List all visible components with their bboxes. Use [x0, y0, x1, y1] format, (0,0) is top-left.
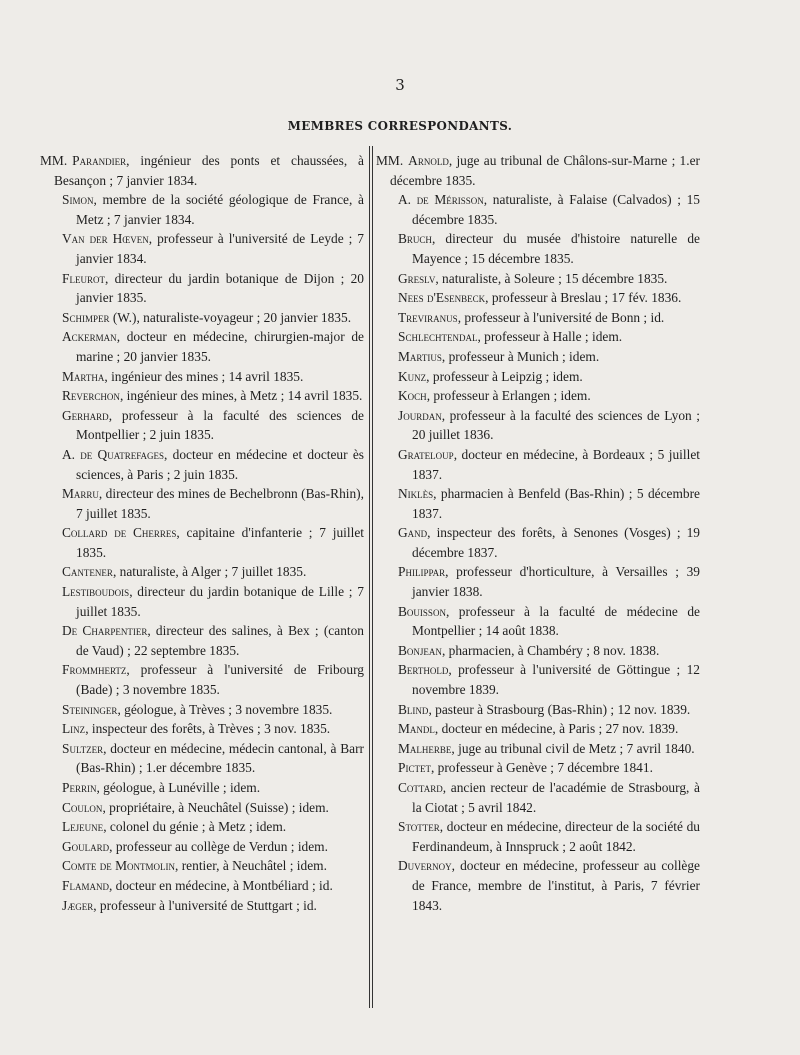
member-details: , géologue, à Trèves ; 3 novembre 1835. [117, 701, 333, 717]
member-entry [398, 406, 700, 445]
member-details: , ancien recteur de l'académie de Strasbourg, à la Ciotat ; 5 avril 1842. [412, 780, 700, 815]
member-name: Mandl [398, 721, 435, 737]
member-entry [62, 406, 364, 445]
member-entry [62, 778, 364, 798]
member-entry [376, 151, 700, 190]
member-details: , directeur du jardin botanique de Dijon ; 20 janvier 1835. [76, 270, 364, 306]
member-name: A. de Mérisson [398, 192, 484, 208]
member-entry [398, 347, 700, 367]
member-entry [398, 367, 700, 387]
member-name: Jæger [62, 897, 94, 913]
member-name: Bruch [398, 231, 432, 247]
member-name: Van der Hœven [62, 231, 149, 247]
member-name: Greslv [398, 270, 436, 286]
member-entry [398, 484, 700, 523]
member-name: Perrin [62, 780, 97, 795]
member-entry [398, 327, 700, 347]
member-details: , inspecteur des forêts, à Trèves ; 3 nov. 1835. [85, 721, 331, 737]
member-name: Gand [398, 525, 428, 541]
member-details: , ingénieur des mines ; 14 avril 1835. [104, 368, 304, 384]
member-name: De Charpentier [62, 623, 148, 639]
member-entry [398, 308, 700, 328]
member-details: , rentier, à Neuchâtel ; idem. [175, 858, 327, 874]
section-heading: MEMBRES CORRESPONDANTS. [287, 118, 513, 133]
member-entry [62, 660, 364, 699]
member-details: , docteur en médecine, médecin cantonal, à Barr (Bas-Rhin) ; 1.er décembre 1835. [76, 740, 364, 776]
member-details: , inspecteur des forêts, à Senones (Vosges) ; 19 décembre 1837. [412, 525, 700, 560]
member-entry [398, 386, 700, 406]
member-details: , directeur des mines de Bechelbronn (Bas-Rhin), 7 juillet 1835. [76, 486, 364, 521]
member-details: , professeur d'horticulture, à Versailles ; 39 janvier 1838. [412, 564, 700, 600]
member-details: , professeur à Genève ; 7 décembre 1841. [430, 760, 653, 776]
member-details: , propriétaire, à Neuchâtel (Suisse) ; idem. [102, 799, 329, 815]
member-name: Parandier [72, 153, 127, 168]
member-details: , professeur à la faculté des sciences de Lyon ; 20 juillet 1836. [412, 407, 700, 443]
member-details: , professeur à Breslau ; 17 fév. 1836. [485, 290, 682, 306]
member-details: , professeur à Munich ; idem. [441, 348, 600, 364]
page-number: 3 [395, 76, 405, 94]
member-details: , capitaine d'infanterie ; 7 juillet 1835. [76, 525, 364, 560]
member-entry [398, 602, 700, 641]
member-details: , professeur à l'université de Leyde ; 7 janvier 1834. [76, 231, 364, 266]
column-divider [369, 146, 373, 1008]
right-column [376, 151, 700, 915]
member-details: , géologue, à Lunéville ; idem. [96, 780, 261, 795]
member-entry [62, 739, 364, 778]
member-details: (W.), naturaliste-voyageur ; 20 janvier 1835. [109, 309, 352, 325]
member-entry [62, 308, 364, 328]
member-name: Simon [62, 192, 94, 208]
member-entry [398, 719, 700, 739]
member-details: , docteur en médecine et docteur ès sciences, à Paris ; 2 juin 1835. [76, 446, 364, 482]
member-entry [62, 582, 364, 621]
mm-prefix: MM. [40, 153, 68, 168]
member-name: Lejeune [62, 819, 104, 835]
member-name: Sultzer [62, 740, 104, 756]
member-entry [398, 229, 700, 268]
member-entry [398, 778, 700, 817]
member-entry [398, 817, 700, 856]
member-details: , directeur du musée d'histoire naturelle de Mayence ; 15 décembre 1835. [412, 231, 700, 266]
member-name: Coulon [62, 799, 103, 815]
member-name: Schlechtendal [398, 329, 478, 345]
member-name: Cantener [62, 564, 113, 580]
member-name: Marru [62, 486, 99, 502]
left-column [40, 151, 364, 915]
member-name: Duvernoy [398, 858, 452, 874]
member-entry [62, 562, 364, 582]
member-entry [398, 190, 700, 229]
member-entry [62, 700, 364, 720]
member-entry [40, 151, 364, 190]
member-entry [62, 269, 364, 308]
mm-prefix: MM. [376, 153, 404, 168]
member-details: , directeur des salines, à Bex ; (canton de Vaud) ; 22 septembre 1835. [76, 623, 364, 658]
member-details: , docteur en médecine, professeur au collège de France, membre de l'institut, à Paris, 7 février 1843. [412, 858, 700, 913]
member-entry [398, 758, 700, 778]
member-name: Ackerman [62, 329, 117, 345]
member-name: Stotter [398, 819, 440, 835]
member-entry [398, 700, 700, 720]
member-details: , naturaliste, à Falaise (Calvados) ; 15 décembre 1835. [412, 192, 701, 227]
member-name: Bouisson [398, 603, 446, 619]
member-details: , docteur en médecine, à Montbéliard ; id. [108, 877, 333, 893]
member-entry [398, 523, 700, 562]
member-entry [398, 269, 700, 289]
member-details: , juge au tribunal de Châlons-sur-Marne ; 1.er décembre 1835. [390, 153, 700, 188]
member-name: Flamand [62, 877, 109, 893]
member-details: , professeur à l'université de Bonn ; id. [457, 309, 665, 325]
member-entry [398, 660, 700, 699]
member-entry [398, 641, 700, 661]
member-details: , ingénieur des ponts et chaussées, à Besançon ; 7 janvier 1834. [54, 153, 364, 188]
member-entry [62, 445, 364, 484]
member-details: , juge au tribunal civil de Metz ; 7 avril 1840. [451, 740, 695, 756]
member-entry [62, 817, 364, 837]
member-name: A. de Quatrefages [62, 446, 165, 462]
member-details: , docteur en médecine, chirurgien-major de marine ; 20 janvier 1835. [76, 329, 364, 364]
member-entry [62, 719, 364, 739]
member-entry [62, 367, 364, 387]
member-name: Philippar [398, 564, 446, 580]
member-details: , docteur en médecine, à Bordeaux ; 5 juillet 1837. [412, 446, 700, 482]
member-name: Pictet [398, 760, 431, 776]
member-entry [62, 856, 364, 876]
member-name: Frommhertz [62, 662, 127, 678]
member-details: , docteur en médecine, directeur de la société du Ferdinandeum, à Innspruck ; 2 août 1842. [412, 819, 700, 854]
member-entry [62, 229, 364, 268]
member-name: Lestiboudois [62, 584, 130, 600]
member-name: Kunz [398, 368, 427, 384]
member-details: , professeur à Leipzig ; idem. [426, 368, 583, 384]
member-name: Collard de Cherres [62, 525, 177, 541]
member-entry [398, 445, 700, 484]
member-details: , pharmacien, à Chambéry ; 8 nov. 1838. [441, 642, 660, 658]
member-name: Martius [398, 348, 442, 364]
member-name: Cottard [398, 780, 443, 795]
member-entry [62, 876, 364, 896]
member-name: Steininger [62, 701, 118, 717]
member-details: , professeur à la faculté de médecine de Montpellier ; 14 août 1838. [412, 603, 700, 639]
member-name: Bonjean [398, 642, 442, 658]
member-details: , professeur à l'université de Fribourg (Bade) ; 3 novembre 1835. [76, 662, 364, 698]
member-name: Blind [398, 701, 429, 717]
member-details: , colonel du génie ; à Metz ; idem. [103, 819, 287, 835]
member-details: , naturaliste, à Soleure ; 15 décembre 1835. [435, 270, 668, 286]
member-details: , pasteur à Strasbourg (Bas-Rhin) ; 12 nov. 1839. [428, 701, 691, 717]
member-details: , ingénieur des mines, à Metz ; 14 avril 1835. [119, 388, 363, 404]
member-name: Goulard [62, 838, 110, 854]
member-name: Niklès [398, 486, 434, 502]
member-details: , professeur à Halle ; idem. [477, 329, 623, 345]
member-name: Martha [62, 368, 105, 384]
member-name: Schimper [62, 309, 110, 325]
member-name: Nees d'Esenbeck [398, 290, 486, 306]
member-entry [398, 562, 700, 601]
member-name: Gerhard [62, 407, 109, 423]
member-entry [62, 896, 364, 916]
member-name: Treviranus [398, 309, 458, 325]
member-entry [62, 798, 364, 818]
member-entry [62, 837, 364, 857]
member-details: , pharmacien à Benfeld (Bas-Rhin) ; 5 décembre 1837. [412, 486, 700, 521]
member-details: , naturaliste, à Alger ; 7 juillet 1835. [112, 564, 307, 580]
member-name: Linz [62, 721, 86, 737]
member-details: , directeur du jardin botanique de Lille ; 7 juillet 1835. [76, 584, 364, 619]
member-name: Malherbe [398, 740, 452, 756]
member-entry [62, 523, 364, 562]
member-details: , professeur à la faculté des sciences de Montpellier ; 2 juin 1835. [76, 407, 364, 443]
member-name: Koch [398, 388, 427, 404]
member-name: Jourdan [398, 407, 442, 423]
member-details: , professeur à l'université de Göttingue ; 12 novembre 1839. [412, 662, 700, 698]
member-entry [398, 288, 700, 308]
member-name: Berthold [398, 662, 449, 678]
member-entry [62, 386, 364, 406]
member-entry [62, 621, 364, 660]
member-details: , professeur à Erlangen ; idem. [426, 388, 591, 404]
member-details: , professeur au collège de Verdun ; idem. [109, 838, 328, 854]
member-details: , professeur à l'université de Stuttgart ; id. [93, 897, 317, 913]
member-name: Grateloup [398, 446, 454, 462]
member-entry [398, 739, 700, 759]
member-entry [62, 484, 364, 523]
member-name: Reverchon [62, 388, 120, 404]
member-details: , membre de la société géologique de France, à Metz ; 7 janvier 1834. [76, 192, 364, 227]
member-details: , docteur en médecine, à Paris ; 27 nov. 1839. [434, 721, 679, 737]
member-entry [62, 327, 364, 366]
member-entry [62, 190, 364, 229]
member-name: Fleurot [62, 270, 105, 286]
member-name: Arnold [408, 153, 449, 168]
member-name: Comte de Montmolin [62, 858, 176, 874]
member-entry [398, 856, 700, 915]
